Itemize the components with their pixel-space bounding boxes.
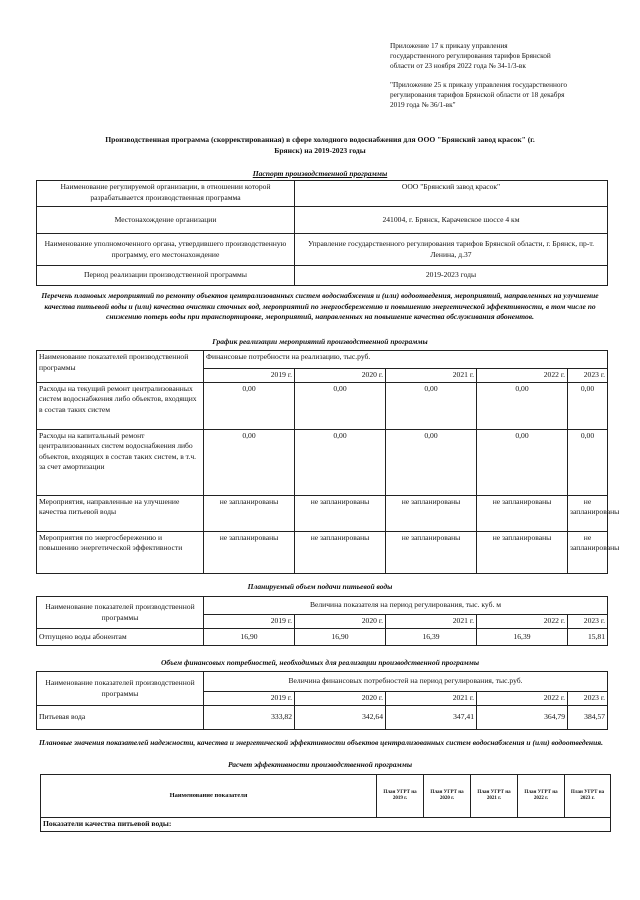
col-header-fin: Финансовые потребности на реализацию, тыс.руб. xyxy=(204,351,608,369)
reliability-heading: Плановые значения показателей надежности, качества и энергетической эффективности объектов централизованных систем водоснабжения и (или) водоотведения. xyxy=(39,738,603,747)
year-header: 2021 г. xyxy=(386,615,477,629)
table-row xyxy=(37,597,608,615)
cell-value: не запланированы xyxy=(477,531,568,573)
passport-label: Наименование регулируемой организации, в отношении которой разрабатывается производственная программа xyxy=(37,181,295,207)
calc-heading: Расчет эффективности производственной программы xyxy=(227,760,413,769)
year-header: 2020 г. xyxy=(295,369,386,383)
table-row xyxy=(37,181,608,207)
cell-value: 0,00 xyxy=(204,429,295,495)
table-row xyxy=(37,382,608,429)
table-row xyxy=(37,266,608,286)
table-row xyxy=(37,629,608,646)
cell-value: 16,90 xyxy=(204,629,295,646)
year-header: 2023 г. xyxy=(568,369,608,383)
title-line: Брянск) на 2019-2023 годы xyxy=(274,146,366,155)
col-header-name: Наименование показателей производственной программы xyxy=(37,351,204,383)
row-name: Отпущено воды абонентам xyxy=(37,629,204,646)
cell-value: 0,00 xyxy=(204,382,295,429)
annex-line: области от 23 ноября 2022 года № 34-1/3-вк xyxy=(390,61,526,70)
cell-value: 0,00 xyxy=(295,382,386,429)
table-row xyxy=(37,351,608,369)
cell-value: не запланированы xyxy=(295,495,386,531)
cell-value: 0,00 xyxy=(568,382,608,429)
year-header: 2020 г. xyxy=(295,692,386,706)
supply-heading: Планируемый объем подачи питьевой воды xyxy=(247,582,393,591)
row-name: Мероприятия по энергосбережению и повышению энергетической эффективности xyxy=(37,531,204,573)
section-row: Показатели качества питьевой воды: xyxy=(41,818,611,832)
year-header: 2021 г. xyxy=(386,369,477,383)
plan-header: План УГРТ на 2020 г. xyxy=(424,775,471,818)
annex-line: "Приложение 25 к приказу управления государственного xyxy=(390,80,568,89)
cell-value: не запланированы xyxy=(204,495,295,531)
cell-value: 0,00 xyxy=(477,382,568,429)
cell-value: 16,39 xyxy=(477,629,568,646)
reliability-table xyxy=(40,774,611,832)
passport-label: Местонахождение организации xyxy=(37,207,295,234)
measures-heading: Перечень плановых мероприятий по ремонту объектов централизованных систем водоснабжения и (или) водоотведения, мероприятий, направленных на улучшение качества питьевой воды и (или) качества очистки сточных вод, мероприятий по энергосбережению и повышению энергетической эффективности, в том числе по снижению потерь воды при транспортировке, мероприятий, направленных на повышение качества обслуживания абонентов. xyxy=(41,291,599,321)
passport-value: 2019-2023 годы xyxy=(295,266,608,286)
cell-value: 16,90 xyxy=(295,629,386,646)
cell-value: 333,82 xyxy=(204,706,295,730)
row-name: Расходы на текущий ремонт централизованных систем водоснабжения либо объектов, входящих в состав таких систем xyxy=(37,382,204,429)
passport-value: 241004, г. Брянск, Карачевское шоссе 4 км xyxy=(295,207,608,234)
cell-value: не запланированы xyxy=(386,495,477,531)
year-header: 2020 г. xyxy=(295,615,386,629)
annex-block xyxy=(390,41,610,110)
col-header-value: Величина показателя на период регулирования, тыс. куб. м xyxy=(204,597,608,615)
passport-table xyxy=(36,180,608,286)
col-header-name: Наименование показателей производственной программы xyxy=(37,672,204,706)
year-header: 2023 г. xyxy=(568,615,608,629)
annex-line: регулирования тарифов Брянской области от 18 декабря xyxy=(390,90,565,99)
table-row xyxy=(37,672,608,692)
passport-label: Наименование уполномоченного органа, утвердившего производственную программу, его местонахождение xyxy=(37,234,295,266)
annex-line: государственного регулирования тарифов Брянской xyxy=(390,51,551,60)
cell-value: 384,57 xyxy=(568,706,608,730)
cell-value: не запланированы xyxy=(295,531,386,573)
table-row xyxy=(41,818,611,832)
measures-table xyxy=(36,350,620,574)
plan-header: План УГРТ на 2019 г. xyxy=(377,775,424,818)
plan-header: План УГРТ на 2023 г. xyxy=(565,775,611,818)
passport-heading: Паспорт производственной программы xyxy=(252,169,388,178)
cell-value: не запланированы xyxy=(386,531,477,573)
year-header: 2021 г. xyxy=(386,692,477,706)
annex-line: Приложение 17 к приказу управления xyxy=(390,41,508,50)
table-row xyxy=(37,429,608,495)
cell-value: не запланированы xyxy=(568,531,608,573)
cell-value: 347,41 xyxy=(386,706,477,730)
cell-value: не запланированы xyxy=(568,495,608,531)
finance-heading: Объем финансовых потребностей, необходимых для реализации производственной программы xyxy=(160,658,480,667)
col-header-value: Величина финансовых потребностей на период регулирования, тыс.руб. xyxy=(204,672,608,692)
plan-header: План УГРТ на 2022 г. xyxy=(518,775,565,818)
cell-value: не запланированы xyxy=(477,495,568,531)
supply-table xyxy=(36,596,608,646)
cell-value: 342,64 xyxy=(295,706,386,730)
table-row xyxy=(37,207,608,234)
plan-header: План УГРТ на 2021 г. xyxy=(471,775,518,818)
year-header: 2019 г. xyxy=(204,615,295,629)
cell-value: 16,39 xyxy=(386,629,477,646)
year-header: 2022 г. xyxy=(477,692,568,706)
col-header-name: Наименование показателя xyxy=(41,775,377,818)
passport-label: Период реализации производственной программы xyxy=(37,266,295,286)
title-line: Производственная программа (скорректированная) в сфере холодного водоснабжения для ООО "Брянский завод красок" (г. xyxy=(105,135,535,144)
passport-value: Управление государственного регулирования тарифов Брянской области, г. Брянск, пр-т. Ленина, д.37 xyxy=(295,234,608,266)
cell-value: 0,00 xyxy=(295,429,386,495)
year-header: 2023 г. xyxy=(568,692,608,706)
year-header: 2022 г. xyxy=(477,369,568,383)
row-name: Питьевая вода xyxy=(37,706,204,730)
year-header: 2022 г. xyxy=(477,615,568,629)
year-header: 2019 г. xyxy=(204,692,295,706)
row-name: Расходы на капитальный ремонт централизованных систем водоснабжения либо объектов, входящих в состав таких систем, в т.ч. за счет амортизации xyxy=(37,429,204,495)
table-row xyxy=(41,775,611,818)
finance-table xyxy=(36,671,608,730)
table-row xyxy=(37,495,608,531)
cell-value: 0,00 xyxy=(386,382,477,429)
cell-value: не запланированы xyxy=(204,531,295,573)
cell-value: 364,79 xyxy=(477,706,568,730)
cell-value: 0,00 xyxy=(568,429,608,495)
cell-value: 15,81 xyxy=(568,629,608,646)
annex-line: 2019 года № 36/1-вк" xyxy=(390,100,456,109)
schedule-heading: График реализации мероприятий производственной программы xyxy=(212,337,428,346)
row-name: Мероприятия, направленные на улучшение качества питьевой воды xyxy=(37,495,204,531)
cell-value: 0,00 xyxy=(386,429,477,495)
table-row xyxy=(37,706,608,730)
document-title xyxy=(28,134,612,156)
cell-value: 0,00 xyxy=(477,429,568,495)
table-row xyxy=(37,234,608,266)
col-header-name: Наименование показателей производственной программы xyxy=(37,597,204,629)
passport-value: ООО "Брянский завод красок" xyxy=(295,181,608,207)
year-header: 2019 г. xyxy=(204,369,295,383)
table-row xyxy=(37,531,608,573)
